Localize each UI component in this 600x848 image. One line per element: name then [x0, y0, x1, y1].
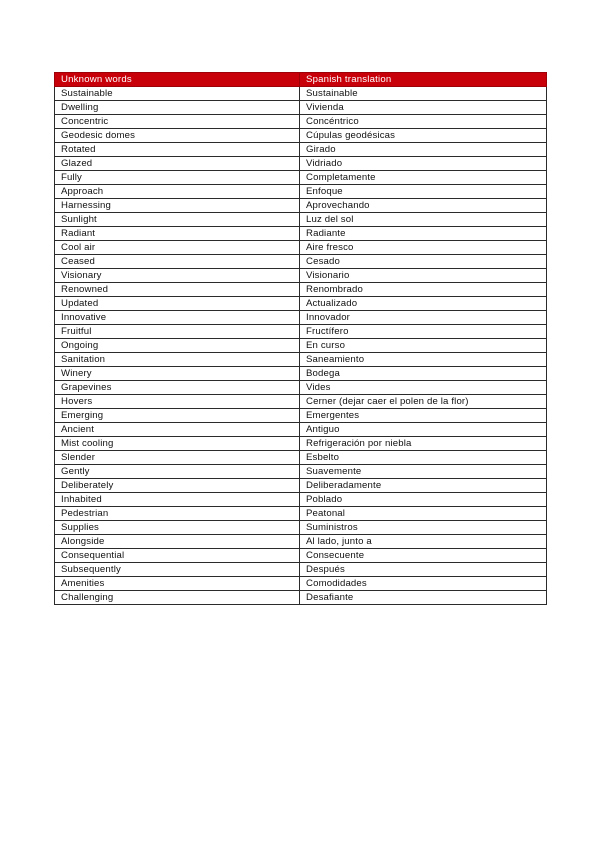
- unknown-word-cell: Sanitation: [55, 353, 300, 367]
- table-row: [55, 213, 547, 227]
- table-row: [55, 101, 547, 115]
- unknown-word-cell: Sunlight: [55, 213, 300, 227]
- unknown-word-cell: Ceased: [55, 255, 300, 269]
- table-row: [55, 591, 547, 605]
- spanish-translation-cell: Concéntrico: [300, 115, 547, 129]
- unknown-word-cell: Supplies: [55, 521, 300, 535]
- table-row: [55, 437, 547, 451]
- spanish-translation-cell: Aire fresco: [300, 241, 547, 255]
- unknown-word-cell: Dwelling: [55, 101, 300, 115]
- table-row: [55, 395, 547, 409]
- unknown-word-cell: Challenging: [55, 591, 300, 605]
- spanish-translation-cell: Radiante: [300, 227, 547, 241]
- spanish-translation-cell: Fructífero: [300, 325, 547, 339]
- unknown-word-cell: Radiant: [55, 227, 300, 241]
- spanish-translation-cell: Suministros: [300, 521, 547, 535]
- table-row: [55, 381, 547, 395]
- spanish-translation-cell: Desafiante: [300, 591, 547, 605]
- spanish-translation-cell: Saneamiento: [300, 353, 547, 367]
- unknown-word-cell: Emerging: [55, 409, 300, 423]
- spanish-translation-cell: Enfoque: [300, 185, 547, 199]
- unknown-word-cell: Rotated: [55, 143, 300, 157]
- spanish-translation-cell: Vivienda: [300, 101, 547, 115]
- vocabulary-table: [54, 72, 547, 605]
- unknown-word-cell: Alongside: [55, 535, 300, 549]
- spanish-translation-cell: Girado: [300, 143, 547, 157]
- unknown-word-cell: Amenities: [55, 577, 300, 591]
- spanish-translation-cell: Bodega: [300, 367, 547, 381]
- unknown-word-cell: Subsequently: [55, 563, 300, 577]
- unknown-word-cell: Grapevines: [55, 381, 300, 395]
- table-row: [55, 367, 547, 381]
- table-row: [55, 535, 547, 549]
- spanish-translation-cell: Comodidades: [300, 577, 547, 591]
- spanish-translation-cell: Cúpulas geodésicas: [300, 129, 547, 143]
- table-row: [55, 353, 547, 367]
- unknown-word-cell: Inhabited: [55, 493, 300, 507]
- unknown-word-cell: Glazed: [55, 157, 300, 171]
- spanish-translation-cell: Visionario: [300, 269, 547, 283]
- unknown-word-cell: Visionary: [55, 269, 300, 283]
- table-row: [55, 199, 547, 213]
- unknown-word-cell: Approach: [55, 185, 300, 199]
- table-row: [55, 479, 547, 493]
- unknown-word-cell: Fully: [55, 171, 300, 185]
- table-row: [55, 297, 547, 311]
- table-row: [55, 563, 547, 577]
- table-row: [55, 241, 547, 255]
- unknown-word-cell: Concentric: [55, 115, 300, 129]
- spanish-translation-cell: Sustainable: [300, 87, 547, 101]
- spanish-translation-cell: Consecuente: [300, 549, 547, 563]
- table-row: [55, 157, 547, 171]
- spanish-translation-cell: Luz del sol: [300, 213, 547, 227]
- spanish-translation-cell: Cerner (dejar caer el polen de la flor): [300, 395, 547, 409]
- unknown-word-cell: Ancient: [55, 423, 300, 437]
- table-row: [55, 115, 547, 129]
- spanish-translation-cell: Vidriado: [300, 157, 547, 171]
- spanish-translation-cell: Poblado: [300, 493, 547, 507]
- spanish-translation-cell: Aprovechando: [300, 199, 547, 213]
- unknown-word-cell: Slender: [55, 451, 300, 465]
- table-row: [55, 143, 547, 157]
- spanish-translation-cell: Después: [300, 563, 547, 577]
- unknown-word-cell: Pedestrian: [55, 507, 300, 521]
- table-row: [55, 227, 547, 241]
- spanish-translation-cell: Antiguo: [300, 423, 547, 437]
- table-row: [55, 409, 547, 423]
- table-row: [55, 521, 547, 535]
- unknown-word-cell: Ongoing: [55, 339, 300, 353]
- unknown-word-cell: Winery: [55, 367, 300, 381]
- spanish-translation-cell: Renombrado: [300, 283, 547, 297]
- table-row: [55, 465, 547, 479]
- table-row: [55, 451, 547, 465]
- table-row: [55, 577, 547, 591]
- unknown-word-cell: Innovative: [55, 311, 300, 325]
- spanish-translation-cell: Suavemente: [300, 465, 547, 479]
- spanish-translation-cell: Actualizado: [300, 297, 547, 311]
- table-row: [55, 87, 547, 101]
- header-unknown-words: Unknown words: [55, 73, 300, 87]
- unknown-word-cell: Renowned: [55, 283, 300, 297]
- spanish-translation-cell: Completamente: [300, 171, 547, 185]
- header-spanish-translation: Spanish translation: [300, 73, 547, 87]
- unknown-word-cell: Cool air: [55, 241, 300, 255]
- spanish-translation-cell: Emergentes: [300, 409, 547, 423]
- table-row: [55, 171, 547, 185]
- spanish-translation-cell: Peatonal: [300, 507, 547, 521]
- unknown-word-cell: Gently: [55, 465, 300, 479]
- table-row: [55, 129, 547, 143]
- unknown-word-cell: Sustainable: [55, 87, 300, 101]
- unknown-word-cell: Harnessing: [55, 199, 300, 213]
- table-row: [55, 493, 547, 507]
- unknown-word-cell: Deliberately: [55, 479, 300, 493]
- spanish-translation-cell: Innovador: [300, 311, 547, 325]
- table-row: [55, 255, 547, 269]
- unknown-word-cell: Geodesic domes: [55, 129, 300, 143]
- table-row: [55, 311, 547, 325]
- table-row: [55, 423, 547, 437]
- spanish-translation-cell: Vides: [300, 381, 547, 395]
- spanish-translation-cell: Esbelto: [300, 451, 547, 465]
- table-row: [55, 325, 547, 339]
- unknown-word-cell: Consequential: [55, 549, 300, 563]
- spanish-translation-cell: En curso: [300, 339, 547, 353]
- table-row: [55, 549, 547, 563]
- table-row: [55, 269, 547, 283]
- unknown-word-cell: Mist cooling: [55, 437, 300, 451]
- spanish-translation-cell: Deliberadamente: [300, 479, 547, 493]
- table-row: [55, 185, 547, 199]
- table-header: [55, 73, 547, 87]
- spanish-translation-cell: Cesado: [300, 255, 547, 269]
- unknown-word-cell: Hovers: [55, 395, 300, 409]
- spanish-translation-cell: Al lado, junto a: [300, 535, 547, 549]
- header-row: [55, 73, 547, 87]
- table-row: [55, 507, 547, 521]
- spanish-translation-cell: Refrigeración por niebla: [300, 437, 547, 451]
- unknown-word-cell: Fruitful: [55, 325, 300, 339]
- table-row: [55, 283, 547, 297]
- unknown-word-cell: Updated: [55, 297, 300, 311]
- table-row: [55, 339, 547, 353]
- table-body: [55, 87, 547, 605]
